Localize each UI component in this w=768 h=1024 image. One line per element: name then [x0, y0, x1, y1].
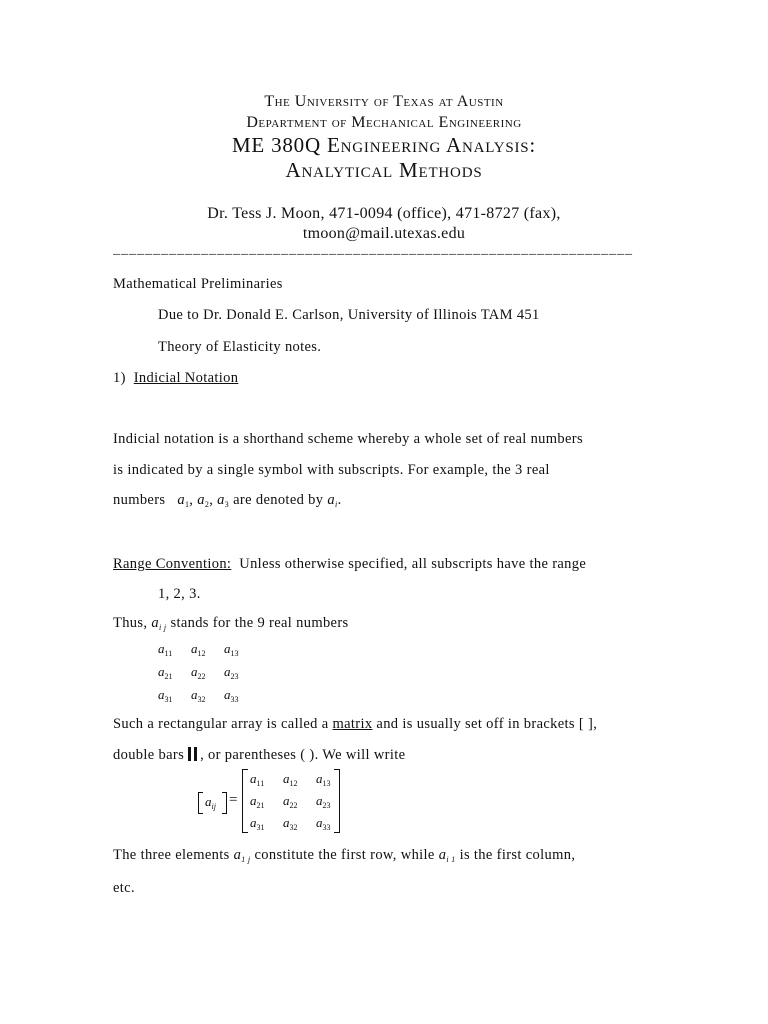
paragraph-line: numbers $a_1$, $a_2$, $a_3$ are denoted by $a_i$.: [113, 492, 342, 509]
range-values: 1, 2, 3.: [158, 586, 201, 602]
paragraph-line: Indicial notation is a shorthand scheme whereby a whole set of real numbers: [113, 431, 583, 447]
section-number: 1): [113, 370, 126, 386]
math-a1-a2-a3: $a_1$, $a_2$, $a_3$: [177, 492, 230, 509]
matrix-display: [242, 767, 342, 835]
paragraph-end: etc.: [113, 880, 135, 896]
topic-heading: Mathematical Preliminaries: [113, 276, 283, 292]
university-name: The University of Texas at Austin: [264, 93, 504, 110]
department-name: Department of Mechanical Engineering: [246, 114, 522, 131]
matrix-row-2: $a_{21}$ $a_{22}$ $a_{23}$: [250, 793, 331, 810]
row-column-line: The three elements $a_{1 j}$ constitute the first row, while $a_{i 1}$ is the first column,: [113, 847, 576, 864]
element-row-3: $a_{31}$ $a_{32}$ $a_{33}$: [158, 687, 239, 704]
matrix-row-3: $a_{31}$ $a_{32}$ $a_{33}$: [250, 815, 331, 832]
course-title: ME 380Q Engineering Analysis:: [231, 133, 537, 157]
credit-line: Due to Dr. Donald E. Carlson, University of Illinois TAM 451: [158, 307, 540, 323]
matrix-definition-line: Such a rectangular array is called a matrix and is usually set off in brackets [ ],: [113, 716, 598, 732]
equals-sign: =: [229, 792, 238, 808]
thus-line: Thus, $a_{i j}$ stands for the 9 real numbers: [113, 615, 349, 632]
math-ai: $a_i$: [327, 492, 338, 509]
element-row-1: $a_{11}$ $a_{12}$ $a_{13}$: [158, 641, 239, 658]
double-bar-symbol: [188, 747, 200, 763]
math-aij: $a_{i j}$: [151, 615, 167, 632]
element-row-2: $a_{21}$ $a_{22}$ $a_{23}$: [158, 664, 239, 681]
section-title: Indicial Notation: [133, 370, 239, 386]
matrix-keyword: matrix: [332, 716, 373, 732]
instructor-info: Dr. Tess J. Moon, 471-0094 (office), 471-8727 (fax),: [207, 205, 561, 222]
course-subtitle: Analytical Methods: [285, 158, 483, 182]
range-convention-label: Range Convention:: [113, 556, 232, 572]
credit-line-2: Theory of Elasticity notes.: [158, 339, 322, 355]
paragraph-line: is indicated by a single symbol with subscripts. For example, the 3 real: [113, 462, 550, 478]
math-a1j: $a_{1 j}$: [233, 847, 251, 864]
separator-line: _________________________________________________________________: [113, 242, 633, 257]
matrix-row-1: $a_{11}$ $a_{12}$ $a_{13}$: [250, 771, 331, 788]
aij-bracket-term: $a_{ij}$: [198, 792, 238, 814]
instructor-email: tmoon@mail.utexas.edu: [302, 225, 466, 242]
section-heading: [113, 370, 238, 387]
math-ai1: $a_{i 1}$: [438, 847, 456, 864]
notation-line: double bars , or parentheses ( ). We will write: [113, 747, 406, 763]
range-convention-line: Range Convention: Unless otherwise specified, all subscripts have the range: [113, 556, 587, 572]
